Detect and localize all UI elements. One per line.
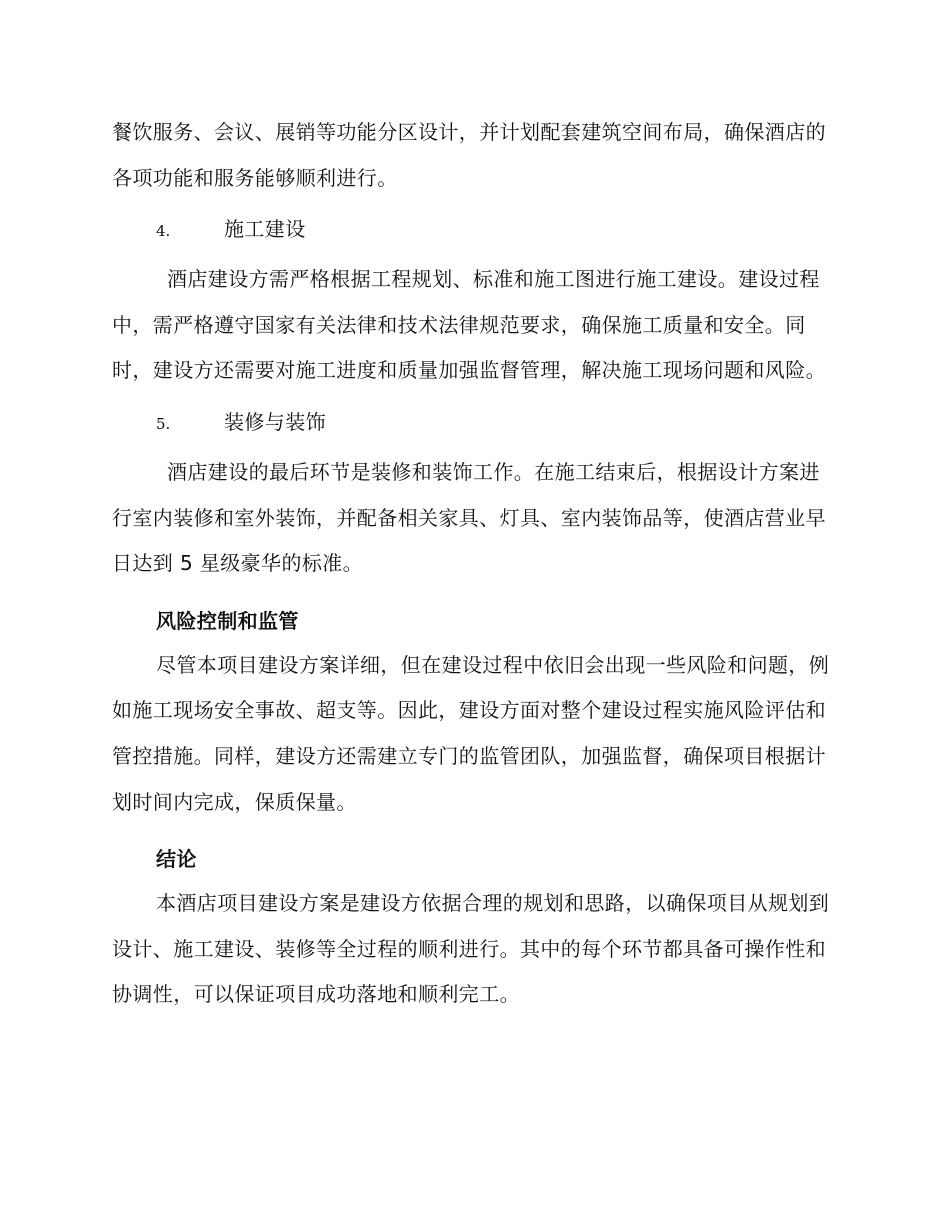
- heading-risk-control: 风险控制和监管: [156, 608, 299, 633]
- heading-conclusion: 结论: [156, 847, 197, 872]
- list-item-construction: [112, 213, 832, 257]
- paragraph-conclusion: 本酒店项目建设方案是建设方依据合理的规划和思路，以确保项目从规划到设计、施工建设、装修等全过程的顺利进行。其中的每个环节都具备可操作性和协调性，可以保证项目成功落地和顺利完工。: [112, 891, 830, 1007]
- list-number: 5.: [156, 414, 171, 433]
- spacer: [112, 825, 832, 837]
- paragraph-construction: 酒店建设方需严格根据工程规划、标准和施工图进行施工建设。建设过程中，需严格遵守国家有关法律和技术法律规范要求，确保施工质量和安全。同时，建设方还需要对施工进度和质量加强监督管理，解决施工现场问题和风险。: [112, 267, 826, 383]
- document-page: [112, 110, 832, 1018]
- paragraph-risk-control: 尽管本项目建设方案详细，但在建设过程中依旧会出现一些风险和问题，例如施工现场安全事故、超支等。因此，建设方面对整个建设过程实施风险评估和管控措施。同样，建设方还需建立专门的监管团队，加强监督，确保项目根据计划时间内完成，保质保量。: [112, 652, 830, 814]
- list-number: 4.: [156, 222, 171, 241]
- spacer: [112, 394, 832, 406]
- spacer: [112, 587, 832, 599]
- list-title: 施工建设: [224, 217, 306, 242]
- list-item-decoration: [112, 406, 832, 450]
- spacer: [112, 201, 832, 213]
- paragraph-decoration: 酒店建设的最后环节是装修和装饰工作。在施工结束后，根据设计方案进行室内装修和室外装饰，并配备相关家具、灯具、室内装饰品等，使酒店营业早日达到 5 星级豪华的标准。: [112, 459, 826, 576]
- paragraph-function-zoning: 餐饮服务、会议、展销等功能分区设计，并计划配套建筑空间布局，确保酒店的各项功能和服务能够顺利进行。: [112, 120, 826, 190]
- list-title: 装修与装饰: [224, 409, 326, 434]
